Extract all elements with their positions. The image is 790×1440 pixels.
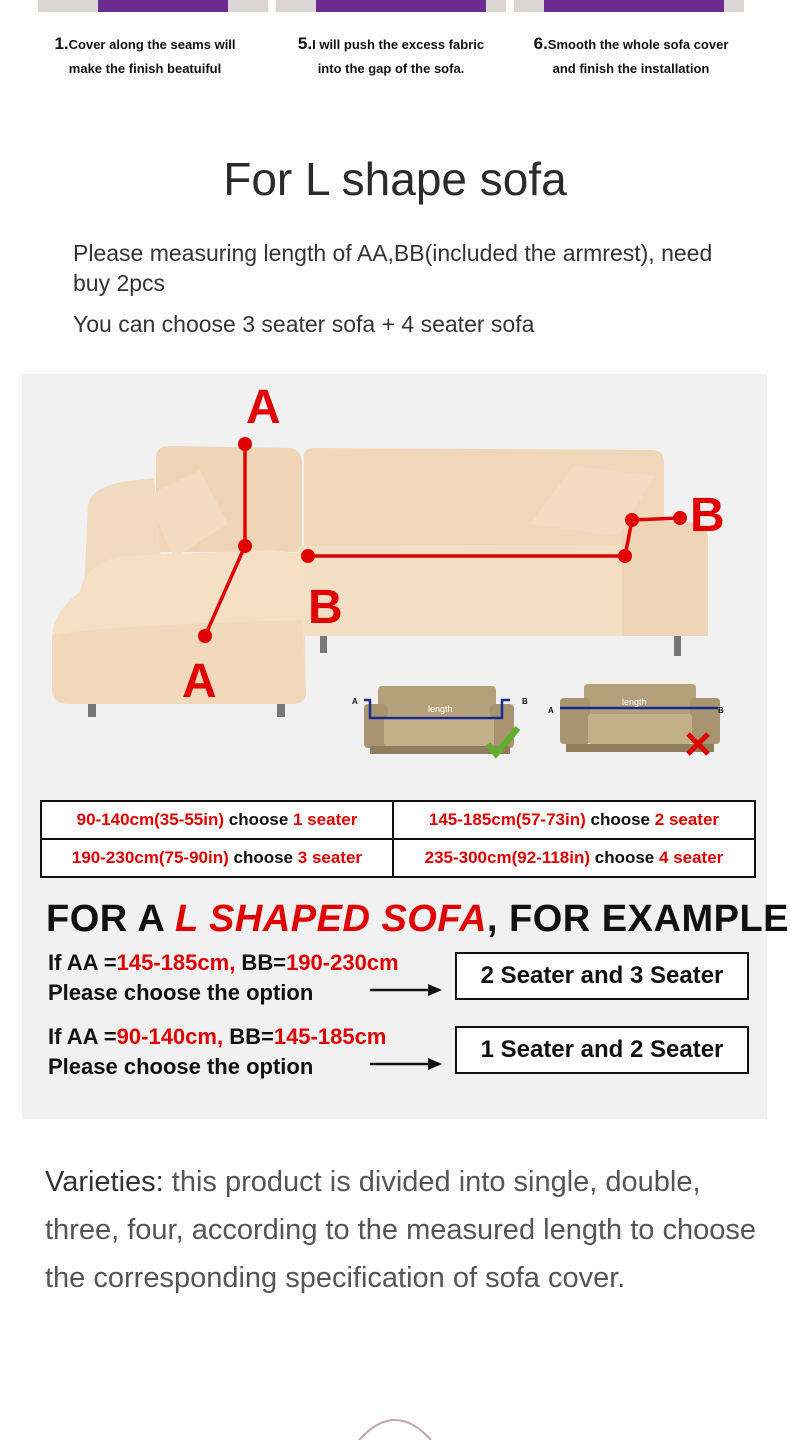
varieties-description: Varieties: this product is divided into single, double, three, four, according to the measured length to choose the corresponding specification of sofa cover.: [45, 1166, 756, 1294]
example-2-condition: If AA =90-140cm, BB=145-185cm: [48, 1024, 387, 1049]
table-row: [41, 839, 755, 877]
label-a-top: A: [246, 381, 281, 434]
size-cell-3-seater: 190-230cm(75-90in) choose 3 seater: [41, 839, 393, 877]
arrow-right-icon: [370, 1056, 442, 1072]
choose-instruction: You can choose 3 seater sofa + 4 seater sofa: [73, 311, 535, 337]
example-title: FOR A L SHAPED SOFA, FOR EXAMPLE: [46, 898, 789, 940]
mini-correct-length: length: [428, 704, 453, 714]
step-photo-5: [276, 0, 506, 12]
mini-correct-label-a: A: [352, 697, 358, 706]
step-photo-6: [514, 0, 744, 12]
decorative-arc-icon: [355, 1414, 435, 1440]
example-1-condition: If AA =145-185cm, BB=190-230cm: [48, 950, 399, 975]
size-cell-4-seater: 235-300cm(92-118in) choose 4 seater: [393, 839, 755, 877]
option-2-and-3-seater: 2 Seater and 3 Seater: [455, 952, 749, 1000]
mini-sofa-incorrect: [550, 680, 730, 760]
mini-incorrect-length: length: [622, 697, 647, 707]
mini-correct-label-b: B: [522, 697, 528, 706]
size-cell-1-seater: 90-140cm(35-55in) choose 1 seater: [41, 801, 393, 839]
example-2-choose: Please choose the option: [48, 1054, 314, 1079]
label-a-bottom: A: [182, 655, 217, 708]
example-1-choose: Please choose the option: [48, 980, 314, 1005]
step-photo-1: [38, 0, 268, 12]
step-5-caption: 5.I will push the excess fabric into the gap of the sofa.: [297, 34, 485, 76]
label-b-right: B: [690, 489, 725, 542]
mini-incorrect-label-a: A: [548, 706, 554, 715]
table-row: [41, 801, 755, 839]
section-title: For L shape sofa: [223, 153, 567, 205]
step-1-caption: 1.Cover along the seams will make the finish beatuiful: [54, 34, 236, 76]
label-b-middle: B: [308, 581, 343, 634]
size-table: [40, 800, 756, 878]
option-1-and-2-seater: 1 Seater and 2 Seater: [455, 1026, 749, 1074]
size-cell-2-seater: 145-185cm(57-73in) choose 2 seater: [393, 801, 755, 839]
mini-incorrect-label-b: B: [718, 706, 724, 715]
step-6-caption: 6.Smooth the whole sofa cover and finish the installation: [533, 34, 729, 76]
arrow-right-icon: [370, 982, 442, 998]
measure-instruction: Please measuring length of AA,BB(included the armrest), need buy 2pcs: [73, 240, 713, 296]
mini-sofa-correct: [350, 684, 540, 760]
